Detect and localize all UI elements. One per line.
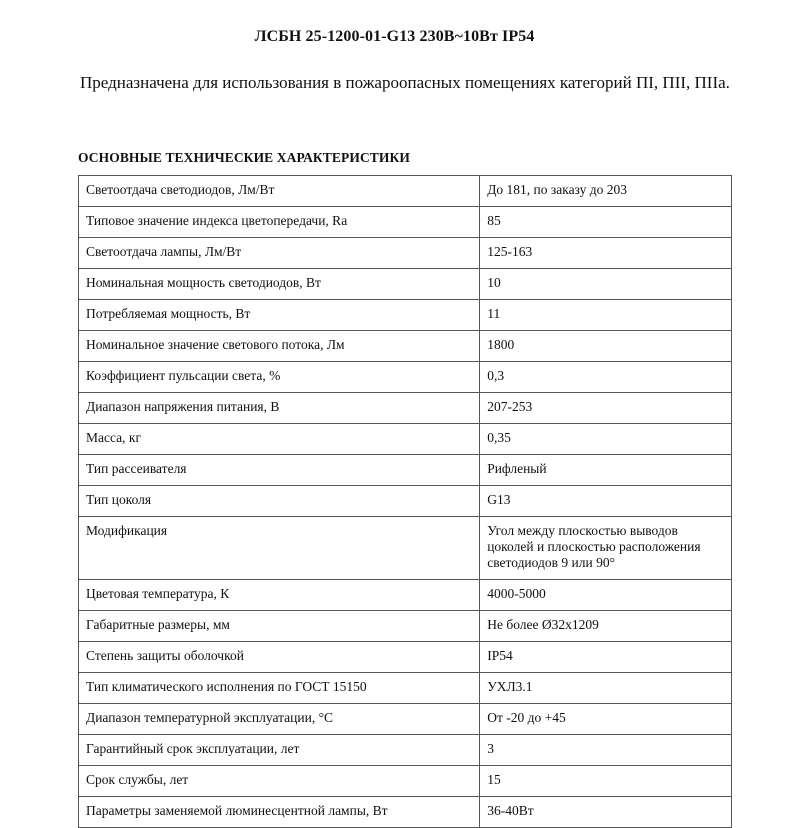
specs-table-body <box>79 176 732 828</box>
table-row <box>79 362 732 393</box>
table-row <box>79 766 732 797</box>
spec-value: 11 <box>480 300 732 331</box>
table-row <box>79 393 732 424</box>
spec-value: 36-40Вт <box>480 797 732 828</box>
table-row <box>79 424 732 455</box>
table-row <box>79 611 732 642</box>
spec-value: 15 <box>480 766 732 797</box>
table-row <box>79 300 732 331</box>
spec-param: Диапазон температурной эксплуатации, °С <box>79 704 480 735</box>
spec-value: УХЛ3.1 <box>480 673 732 704</box>
table-row <box>79 517 732 580</box>
spec-param: Тип климатического исполнения по ГОСТ 15150 <box>79 673 480 704</box>
spec-param: Параметры заменяемой люминесцентной лампы, Вт <box>79 797 480 828</box>
spec-param: Масса, кг <box>79 424 480 455</box>
spec-param: Срок службы, лет <box>79 766 480 797</box>
spec-param: Светоотдача светодиодов, Лм/Вт <box>79 176 480 207</box>
spec-value: Угол между плоскостью выводов цоколей и плоскостью расположения светодиодов 9 или 90° <box>480 517 732 580</box>
spec-param: Степень защиты оболочкой <box>79 642 480 673</box>
table-row <box>79 642 732 673</box>
table-row <box>79 735 732 766</box>
intro-paragraph: Предназначена для использования в пожароопасных помещениях категорий ПI, ПII, ПIIа. <box>80 73 730 92</box>
table-row <box>79 580 732 611</box>
spec-value: 125-163 <box>480 238 732 269</box>
spec-value: 0,3 <box>480 362 732 393</box>
spec-value: От -20 до +45 <box>480 704 732 735</box>
spec-value: 1800 <box>480 331 732 362</box>
table-row <box>79 704 732 735</box>
spec-param: Потребляемая мощность, Вт <box>79 300 480 331</box>
table-row <box>79 207 732 238</box>
spec-value: 85 <box>480 207 732 238</box>
spec-param: Номинальная мощность светодиодов, Вт <box>79 269 480 300</box>
spec-value: 0,35 <box>480 424 732 455</box>
spec-param: Цветовая температура, К <box>79 580 480 611</box>
spec-param: Тип рассеивателя <box>79 455 480 486</box>
spec-param: Диапазон напряжения питания, В <box>79 393 480 424</box>
spec-value: До 181, по заказу до 203 <box>480 176 732 207</box>
spec-param: Типовое значение индекса цветопередачи, Ra <box>79 207 480 238</box>
table-row <box>79 331 732 362</box>
table-row <box>79 797 732 828</box>
spec-value: 207-253 <box>480 393 732 424</box>
section-heading: ОСНОВНЫЕ ТЕХНИЧЕСКИЕ ХАРАКТЕРИСТИКИ <box>78 150 411 165</box>
table-row <box>79 673 732 704</box>
table-row <box>79 176 732 207</box>
table-row <box>79 486 732 517</box>
spec-value: 10 <box>480 269 732 300</box>
spec-param: Модификация <box>79 517 480 580</box>
spec-param: Габаритные размеры, мм <box>79 611 480 642</box>
spec-value: 4000-5000 <box>480 580 732 611</box>
spec-param: Коэффициент пульсации света, % <box>79 362 480 393</box>
document-title: ЛСБН 25-1200-01-G13 230В~10Вт IP54 <box>254 28 535 45</box>
spec-value: Не более Ø32х1209 <box>480 611 732 642</box>
table-row <box>79 455 732 486</box>
table-row <box>79 238 732 269</box>
specs-table <box>78 175 732 828</box>
table-row <box>79 269 732 300</box>
spec-value: Рифленый <box>480 455 732 486</box>
spec-param: Светоотдача лампы, Лм/Вт <box>79 238 480 269</box>
spec-value: 3 <box>480 735 732 766</box>
spec-param: Тип цоколя <box>79 486 480 517</box>
spec-param: Гарантийный срок эксплуатации, лет <box>79 735 480 766</box>
spec-param: Номинальное значение светового потока, Лм <box>79 331 480 362</box>
spec-value: G13 <box>480 486 732 517</box>
spec-value: IP54 <box>480 642 732 673</box>
